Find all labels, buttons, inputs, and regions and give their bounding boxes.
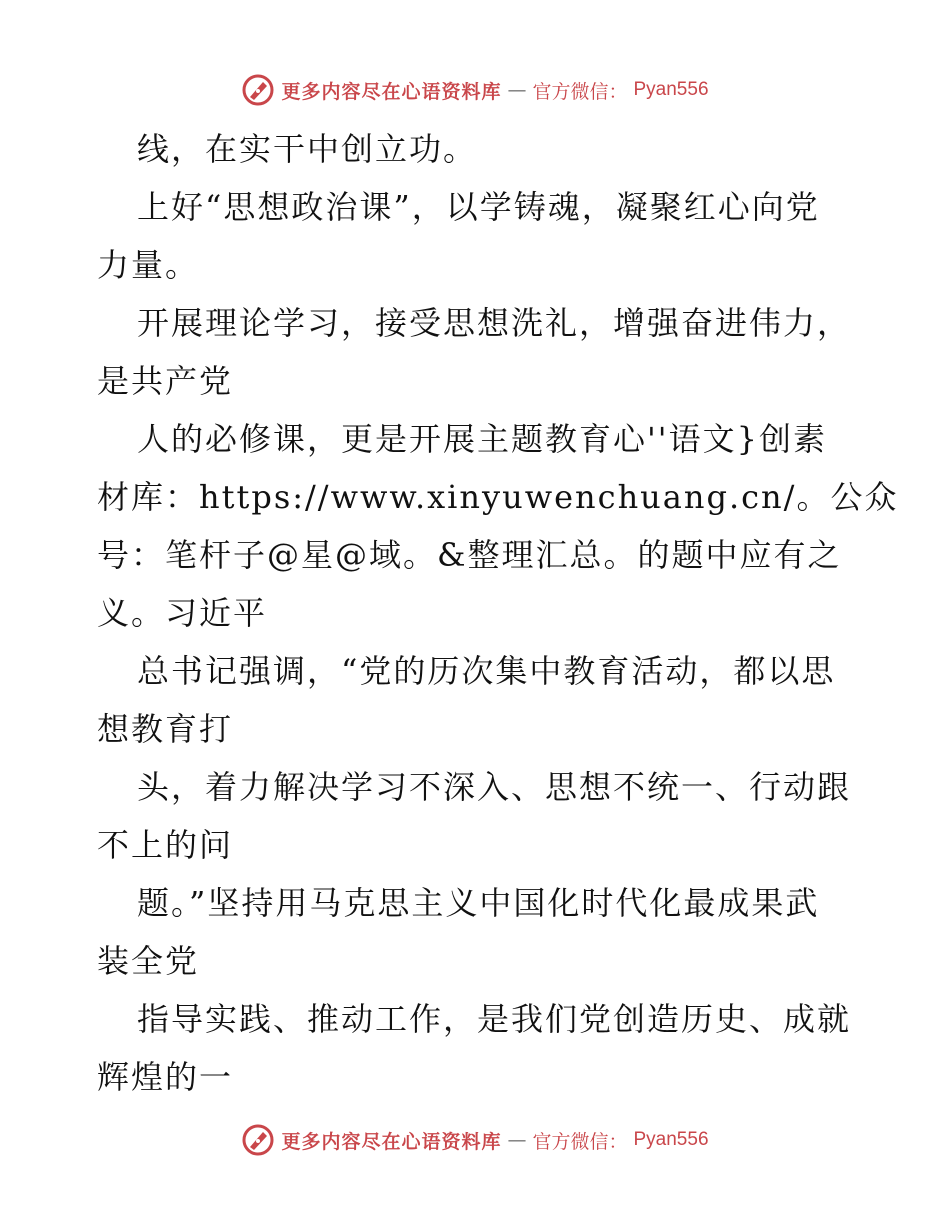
body-line: 力量。 bbox=[97, 246, 200, 284]
body-line: 装全党 bbox=[97, 942, 200, 980]
body-line: 开展理论学习，接受思想洗礼，增强奋进伟力， bbox=[137, 304, 852, 342]
footer-wechat-id: Pyan556 bbox=[633, 1129, 709, 1150]
body-line: 总书记强调，“党的历次集中教育活动，都以思 bbox=[137, 652, 836, 690]
body-line: 上好“思想政治课”，以学铸魂，凝聚红心向党 bbox=[137, 188, 820, 226]
footer-dash: — bbox=[507, 1129, 527, 1151]
footer-banner bbox=[0, 1120, 950, 1160]
pen-nib-logo-icon bbox=[241, 73, 275, 107]
body-line: 是共产党 bbox=[97, 362, 234, 400]
header-banner bbox=[0, 70, 950, 110]
body-line: 号：笔杆子@星@域。&整理汇总。的题中应有之 bbox=[97, 536, 842, 574]
footer-wechat-label: 官方微信： bbox=[532, 1130, 628, 1153]
body-line: 不上的问 bbox=[97, 826, 234, 864]
body-line: 线，在实干中创立功。 bbox=[137, 130, 478, 168]
body-line: 想教育打 bbox=[97, 710, 234, 748]
header-dash: — bbox=[507, 79, 527, 101]
body-line: 指导实践、推动工作，是我们党创造历史、成就 bbox=[137, 1000, 852, 1038]
header-wechat-label: 官方微信： bbox=[532, 80, 628, 103]
document-body bbox=[97, 120, 899, 1106]
header-brand-text: 更多内容尽在心语资料库 bbox=[281, 80, 502, 103]
body-line: 人的必修课，更是开展主题教育心''语文}创素 bbox=[137, 420, 827, 458]
body-line: 头，着力解决学习不深入、思想不统一、行动跟 bbox=[137, 768, 852, 806]
body-line: 义。习近平 bbox=[97, 594, 268, 632]
body-line: 题。”坚持用马克思主义中国化时代化最成果武 bbox=[137, 884, 820, 922]
footer-brand-text: 更多内容尽在心语资料库 bbox=[281, 1130, 502, 1153]
pen-nib-logo-icon bbox=[241, 1123, 275, 1157]
body-line: 辉煌的一 bbox=[97, 1058, 234, 1096]
header-wechat-id: Pyan556 bbox=[633, 79, 709, 100]
body-line: 材库：https://www.xinyuwenchuang.cn/。公众 bbox=[97, 478, 899, 516]
